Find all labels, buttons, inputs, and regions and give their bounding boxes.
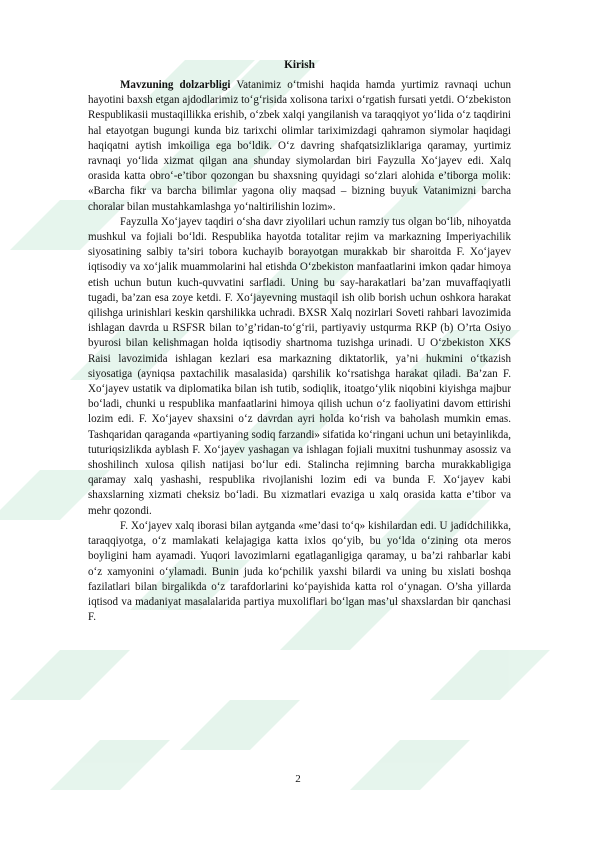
paragraph-3-text: F. Xo‘jayev xalq iborasi bilan aytganda «me’dasi to‘q» kishilardan edi. U jadidchilikka, taraqqiyotga, o‘z mamlakati kelajagiga katta ixlos qo‘yib, bu yo‘lda o‘zining ota meros boyligini ham ayamadi. Yuqori lavozimlarni egatlaganligiga qaramay, u ba’zi rahbarlar kabi o‘z xamyonini o‘ylamadi. Bunin juda ko‘pchilik yaxshi bilardi va uning bu xislati boshqa fazilatlari bilan birgalikda o‘z tarafdorlarini ko‘payishida katta rol o‘ynagan. O’sha yillarda iqtisod va madaniyat masalalarida partiya muxoliflari bo‘lgan mas’ul shaxslardan bir qanchasi F. [88, 519, 511, 624]
paragraph-1-lead: Mavzuning dolzarbligi [120, 79, 231, 91]
document-body [88, 58, 511, 625]
document-title: Kirish [284, 59, 315, 71]
paragraph-1 [88, 78, 511, 215]
page-number: 2 [295, 773, 301, 785]
paragraph-2 [88, 215, 511, 519]
paragraph-2-text: Fayzulla Xo‘jayev taqdiri o‘sha davr ziyolilari uchun ramziy tus olgan bo‘lib, nihoyatda mushkul va fojiali bo‘ldi. Respublika hayotda totalitar rejim va markazning Imperiyachilik siyosatining salbiy ta’siri tobora kuchayib borayotgan murakkab bir sharoitda F. Xo‘jayev iqtisodiy va xo‘jalik muammolarini hal etishda O‘zbekiston manfaatlarini imkon qadar himoya etish uchun butun kuch-quvvatini sarfladi. Uning bu say-harakatlari ba’zan muvaffaqiyatli tugadi, ba’zan esa zoye ketdi. F. Xo‘jayevning mustaqil ish olib borish uchun oshkora harakat qilishga urinishlari keskin qarshilikka uchradi. BXSR Xalq nozirlari Soveti rahbari lavozimida ishlagan davrda u RSFSR bilan to’g’ridan-to‘g‘rii, partiyaviy ustqurma RKP (b) O’rta Osiyo byurosi bilan kelishmagan holda iqtisodiy shartnoma tuzishga urinadi. U O‘zbekiston XKS Raisi lavozimida ishlagan kezlari esa markazning diktatorlik, ya’ni hukmini o‘tkazish siyosatiga (ayniqsa paxtachilik masalasida) qarshilik ko‘rsatishga harakat qiladi. Ba’zan F. Xo‘jayev ustatik va diplomatika bilan ish tutib, sodiqlik, itoatgo‘ylik niqobini kiyishga majbur bo‘ladi, chunki u respublika manfaatlarini himoya qilish uchun o‘z faoliyatini davom ettirishi lozim edi. F. Xo‘jayev shaxsini o‘z davrdan ayri holda ko‘rish va baholash mumkin emas. Tashqaridan qaraganda «partiyaning sodiq farzandi» sifatida ko‘ringani uchun uni betayinlikda, tuturiqsizlikda ayblash F. Xo‘jayev yashagan va ishlagan fojiali muxitni tushunmay asossiz va shoshilinch xulosa qilish natijasi bo‘lur edi. Stalincha rejimning barcha murakkabligiga qaramay xalq yashashi, respublika rivojlanishi lozim edi va bunda F. Xo‘jayev kabi shaxslarning xizmati cheksiz bo‘ladi. Bu xizmatlari evaziga u xalq orasida katta e’tibor va mehr qozondi. [88, 215, 511, 517]
paragraph-1-text: Vatanimiz o‘tmishi haqida hamda yurtimiz ravnaqi uchun hayotini baxsh etgan ajdodlarimiz to‘g‘risida xolisona tarixi o‘rgatish fursati yetdi. O‘zbekiston Respublikasii mustaqillikka erishib, o‘zbek xalqi yangilanish va taraqqiyot yo‘lida o‘z taqdirini hal etayotgan bugungi kunda biz tarixchi olimlar tariximizdagi qahramon siymolar haqidagi haqiqatni aytish imkoiliga ega bo‘ldik. O‘z davring shafqatsizliklariga qaramay, yurtimiz ravnaqi yo‘lida xizmat qilgan ana shunday siymolardan biri Fayzulla Xo‘jayev edi. Xalq orasida katta obro‘-e’tibor qozongan bu shaxsning quyidagi so‘zlari alohida e’tiborga molik: «Barcha fikr va barcha bilimlar yagona oliy maqsad – bizning buyuk Vatanimizni barcha choralar bilan mustahkamlashga yo‘naltirilishin lozim». [88, 79, 512, 213]
paragraph-3 [88, 519, 511, 625]
